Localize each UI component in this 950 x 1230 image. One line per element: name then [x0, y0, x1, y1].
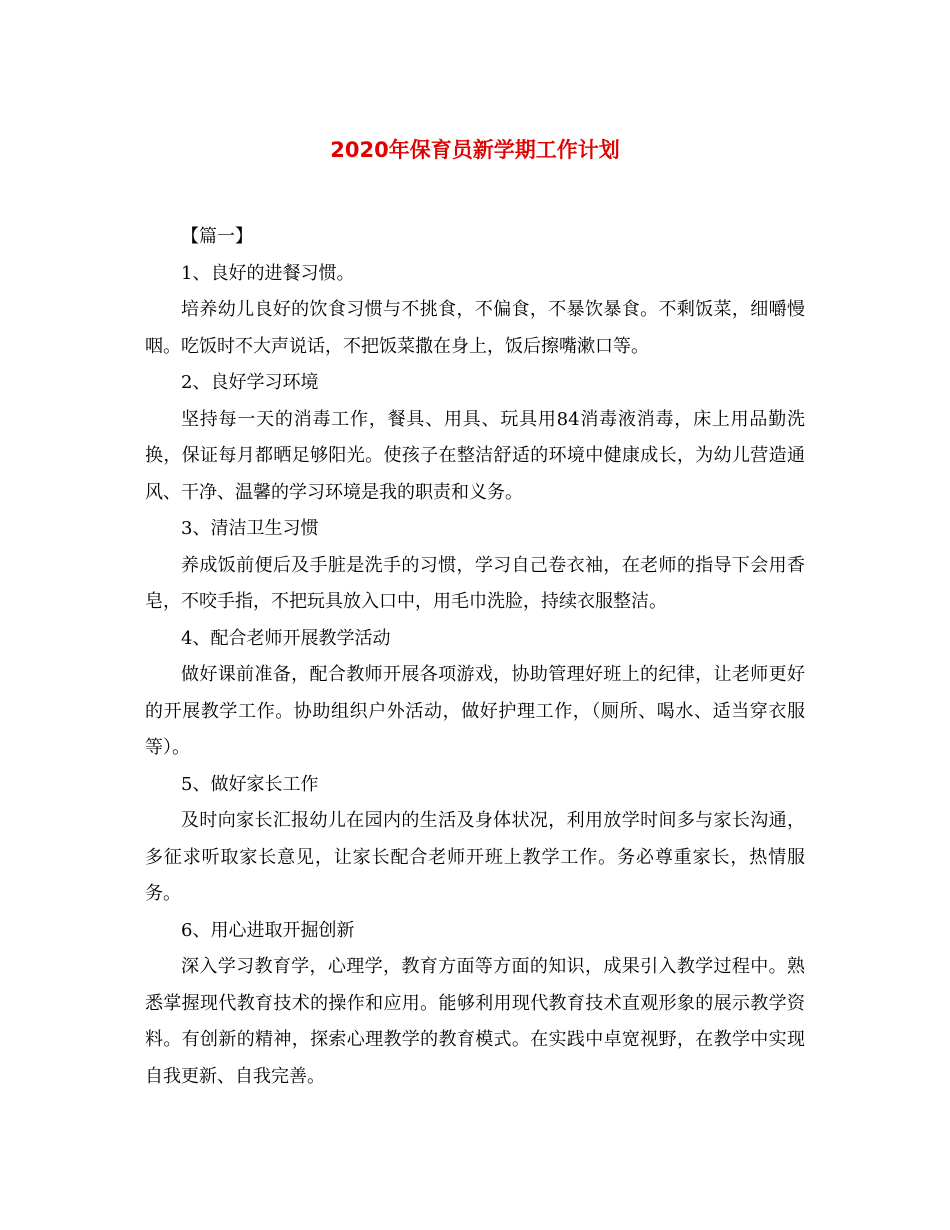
item-body-6: 深入学习教育学，心理学，教育方面等方面的知识，成果引入教学过程中。熟悉掌握现代教育技术的操作和应用。能够利用现代教育技术直观形象的展示教学资料。有创新的精神，探索心理教学的教育模式。在实践中卓宽视野，在教学中实现自我更新、自我完善。 — [145, 956, 805, 1087]
document-title: 2020年保育员新学期工作计划 — [330, 138, 620, 162]
document-body — [145, 219, 805, 1095]
item-heading-1: 1、良好的进餐习惯。 — [181, 262, 355, 284]
item-heading-3: 3、清洁卫生习惯 — [181, 518, 319, 539]
item-body-1: 培养幼儿良好的饮食习惯与不挑食，不偏食，不暴饮暴食。不剩饭菜，细嚼慢咽。吃饭时不大声说话，不把饭菜撒在身上，饭后擦嘴漱口等。 — [145, 299, 805, 357]
item-heading-4: 4、配合老师开展教学活动 — [181, 627, 391, 649]
item-body-4: 做好课前准备，配合教师开展各项游戏，协助管理好班上的纪律，让老师更好的开展教学工作。协助组织户外活动，做好护理工作，（厕所、喝水、适当穿衣服等）。 — [145, 664, 805, 758]
item-body-5: 及时向家长汇报幼儿在园内的生活及身体状况，利用放学时间多与家长沟通，多征求听取家长意见，让家长配合老师开班上教学工作。务必尊重家长，热情服务。 — [145, 810, 805, 904]
item-heading-5: 5、做好家长工作 — [181, 773, 319, 795]
item-body-2: 坚持每一天的消毒工作，餐具、用具、玩具用84消毒液消毒，床上用品勤洗换，保证每月都晒足够阳光。使孩子在整洁舒适的环境中健康成长，为幼儿营造通风、干净、温馨的学习环境是我的职责和义务。 — [145, 408, 805, 503]
item-heading-6: 6、用心进取开掘创新 — [181, 919, 355, 941]
item-heading-2: 2、良好学习环境 — [181, 372, 319, 393]
section-label: 【篇一】 — [181, 226, 253, 247]
item-body-3: 养成饭前便后及手脏是洗手的习惯，学习自己卷衣袖，在老师的指导下会用香皂，不咬手指，不把玩具放入口中，用毛巾洗脸，持续衣服整洁。 — [145, 554, 805, 612]
